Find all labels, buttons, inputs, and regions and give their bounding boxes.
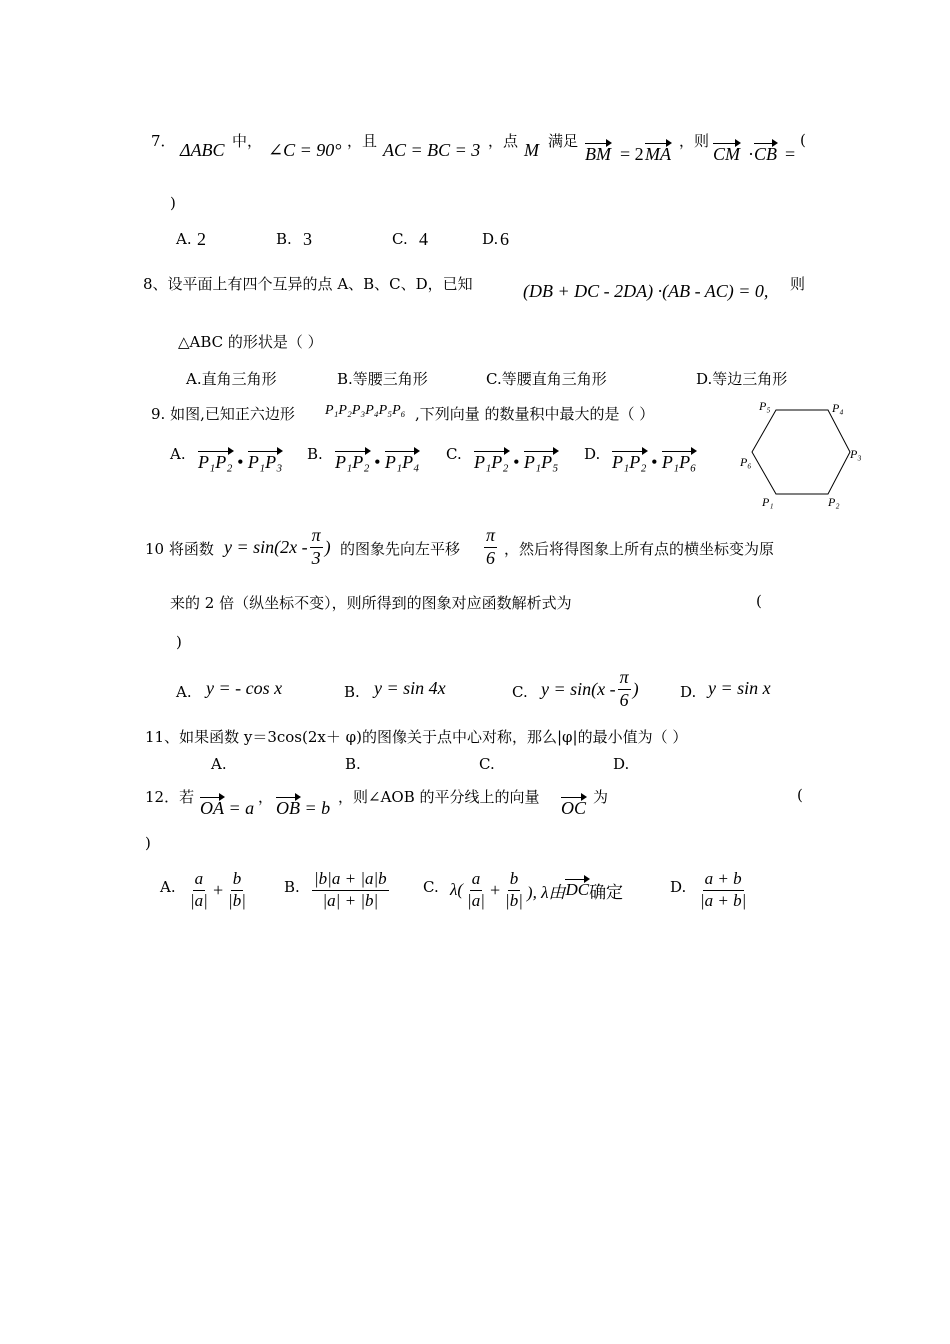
q12-option-a-plus: + [211, 879, 225, 900]
q10-fn-numerator: π [310, 526, 323, 548]
q7-angle: ∠C = 90° [268, 140, 342, 160]
q9-option-d-vector-2: P₁P₆ [661, 452, 697, 472]
q9-option-c-dot: • [513, 452, 520, 472]
q12-vector-oc: OC [561, 798, 587, 818]
q9-option-d-vector-1: P₁P₂ [612, 452, 647, 472]
q9-option-b-vector-1: P₁P₂ [335, 452, 370, 472]
q12-option-a-num-2: b [231, 870, 244, 891]
q10-option-a: y = - cos x [206, 678, 283, 698]
q10-line2: 来的 2 倍（纵坐标不变），则所得到的图象对应函数解析式为 [170, 594, 572, 612]
q7-option-d-label: D. [482, 230, 499, 248]
q7-vector-cm: CM [713, 144, 740, 164]
q12-option-c-label: C. [423, 878, 439, 896]
q10-option-d-label: D. [680, 683, 697, 701]
q7-text: 满足 [548, 132, 579, 150]
q12-paren-close: ) [145, 834, 151, 852]
q12-vector-oa: OA [200, 798, 224, 818]
hex-label-p4: P₄ [832, 401, 844, 415]
q9-option-d-label: D. [584, 445, 601, 463]
q10-option-a-label: A. [176, 683, 192, 701]
q7-equals: = [785, 144, 796, 164]
q10-option-d: y = sin x [708, 678, 771, 698]
q7-option-c: 4 [419, 229, 428, 249]
q10-option-c-close: ) [632, 678, 639, 699]
q12-text: ，则∠AOB 的平分线上的向量 [338, 788, 540, 806]
q10-fn-denominator: 3 [311, 547, 321, 568]
q7-option-a-label: A. [176, 230, 192, 248]
q10-shift-denominator: 6 [486, 547, 496, 568]
q12-paren-open: ( [797, 786, 803, 804]
q10-option-c-label: C. [512, 683, 528, 701]
q9-option-b-vector-2: P₁P₄ [384, 452, 420, 472]
q7-vector-bm: BM [585, 144, 611, 164]
q9-option-c-vector-1: P₁P₂ [474, 452, 509, 472]
q7-triangle: ΔABC [180, 140, 225, 160]
q12-option-c-vector-dc: DC [565, 880, 590, 900]
q12-option-a-den-2: |b| [228, 890, 246, 910]
q9-option-a-dot: • [237, 452, 244, 472]
q10-option-b: y = sin 4x [374, 678, 446, 698]
q7-text: = 2 [620, 144, 644, 164]
q12-option-c-num-2: b [508, 870, 521, 891]
q7-dot: · [748, 144, 754, 164]
q12-oa-value: = a [224, 798, 255, 818]
q7-sides: AC = BC = 3 [383, 140, 481, 160]
q12-option-c-lambda: λ( [450, 880, 464, 900]
q10-number: 10 将函数 [145, 540, 214, 558]
hex-label-p6: P₆ [740, 455, 752, 469]
q9-text: ,下列向量 的数量积中最大的是（ ） [415, 405, 655, 423]
q7-option-c-label: C. [392, 230, 408, 248]
q12-option-c-num-1: a [470, 870, 483, 891]
hexagon-figure [738, 396, 868, 512]
q8-option-b: B.等腰三角形 [337, 370, 428, 388]
q8-option-d: D.等边三角形 [696, 370, 788, 388]
q10-option-b-label: B. [344, 683, 360, 701]
q10-text: 的图象先向左平移 [340, 540, 461, 558]
q10-paren-close: ) [176, 633, 182, 651]
q7-option-d: 6 [500, 229, 509, 249]
q12-option-c-den-1: |a| [467, 890, 485, 910]
q7-text: ，且 [347, 132, 378, 150]
q10-shift-numerator: π [484, 526, 497, 548]
q12-option-c-plus: + [488, 879, 502, 900]
q10-option-c-denominator: 6 [619, 689, 629, 710]
q9-text: 9. 如图,已知正六边形 [151, 405, 295, 423]
q12-option-d-denominator: |a + b| [700, 890, 747, 910]
q10-paren-open: ( [756, 592, 762, 610]
q9-option-a-vector-1: P₁P₂ [198, 452, 233, 472]
q10-fn-close: ) [324, 536, 331, 557]
q12-option-d-numerator: a + b [703, 870, 744, 891]
q9-option-a-label: A. [170, 445, 186, 463]
q8-option-c: C.等腰直角三角形 [486, 370, 607, 388]
q12-number: 12．若 [145, 788, 195, 806]
q7-option-b: 3 [303, 229, 312, 249]
q12-option-d-label: D. [670, 878, 687, 896]
q7-vector-ma: MA [645, 144, 671, 164]
q8-formula: (DB + DC - 2DA) ·(AB - AC) = 0, [523, 281, 769, 301]
hex-label-p3: P₃ [850, 447, 862, 461]
q8-text-then: 则 [790, 275, 806, 293]
q12-option-c-text: ), λ由 [526, 882, 566, 902]
q11-option-b: B. [345, 755, 361, 773]
q10-function: y = sin(2x - [224, 536, 308, 557]
q9-option-b-dot: • [374, 452, 381, 472]
q7-vector-cb: CB [754, 144, 778, 164]
q11-text: 11、如果函数 y＝3cos(2x＋ φ)的图像关于点中心对称，那么|φ|的最小值为（ ） [145, 728, 688, 746]
q8-option-a: A.直角三角形 [186, 370, 277, 388]
q12-option-c-den-2: |b| [505, 890, 523, 910]
q8-question: △ABC 的形状是（ ） [178, 333, 323, 351]
q9-option-a-vector-2: P₁P₃ [247, 452, 283, 472]
q7-text: ，点 [488, 132, 519, 150]
q12-option-c-tail: 确定 [589, 882, 624, 902]
q12-text-tail: 为 [593, 788, 609, 806]
q8-text: 8、设平面上有四个互异的点 A、B、C、D，已知 [143, 275, 473, 293]
q12-ob-value: = b [300, 798, 331, 818]
hex-label-p2: P₂ [828, 495, 840, 509]
q12-option-a-den-1: |a| [190, 890, 208, 910]
q9-option-c-label: C. [446, 445, 462, 463]
q7-option-a: 2 [197, 229, 206, 249]
q10-option-c-numerator: π [618, 668, 631, 690]
q11-option-c: C. [479, 755, 495, 773]
q11-option-d: D. [613, 755, 630, 773]
q12-comma: ， [258, 788, 274, 806]
q12-option-a-num-1: a [193, 870, 206, 891]
q7-paren-open: ( [800, 131, 806, 149]
q7-option-b-label: B. [276, 230, 292, 248]
q9-option-b-label: B. [307, 445, 323, 463]
hex-label-p1: P₁ [762, 495, 774, 509]
q10-text-tail: ，然后将得图象上所有点的横坐标变为原 [504, 540, 775, 558]
q12-option-b-numerator: |b|a + |a|b [312, 870, 389, 891]
q9-option-c-vector-2: P₁P₅ [523, 452, 559, 472]
q7-text: ，则 [679, 132, 710, 150]
q7-paren-close: ) [170, 194, 176, 212]
q10-option-c: y = sin(x - [541, 678, 616, 699]
hexagon-shape [752, 410, 850, 494]
hex-label-p5: P₅ [759, 399, 771, 413]
q9-hexagon-name: P₁P₂P₃P₄P₅P₆ [325, 403, 406, 418]
q7-text: 中， [232, 132, 263, 150]
q12-option-b-denominator: |a| + |b| [322, 890, 379, 910]
q12-option-b-label: B. [284, 878, 300, 896]
q12-option-a-label: A. [160, 878, 176, 896]
q7-point-m: M [524, 140, 539, 160]
q11-option-a: A. [211, 755, 227, 773]
q9-option-d-dot: • [651, 452, 658, 472]
q12-vector-ob: OB [276, 798, 300, 818]
q7-number: 7． [151, 132, 176, 150]
